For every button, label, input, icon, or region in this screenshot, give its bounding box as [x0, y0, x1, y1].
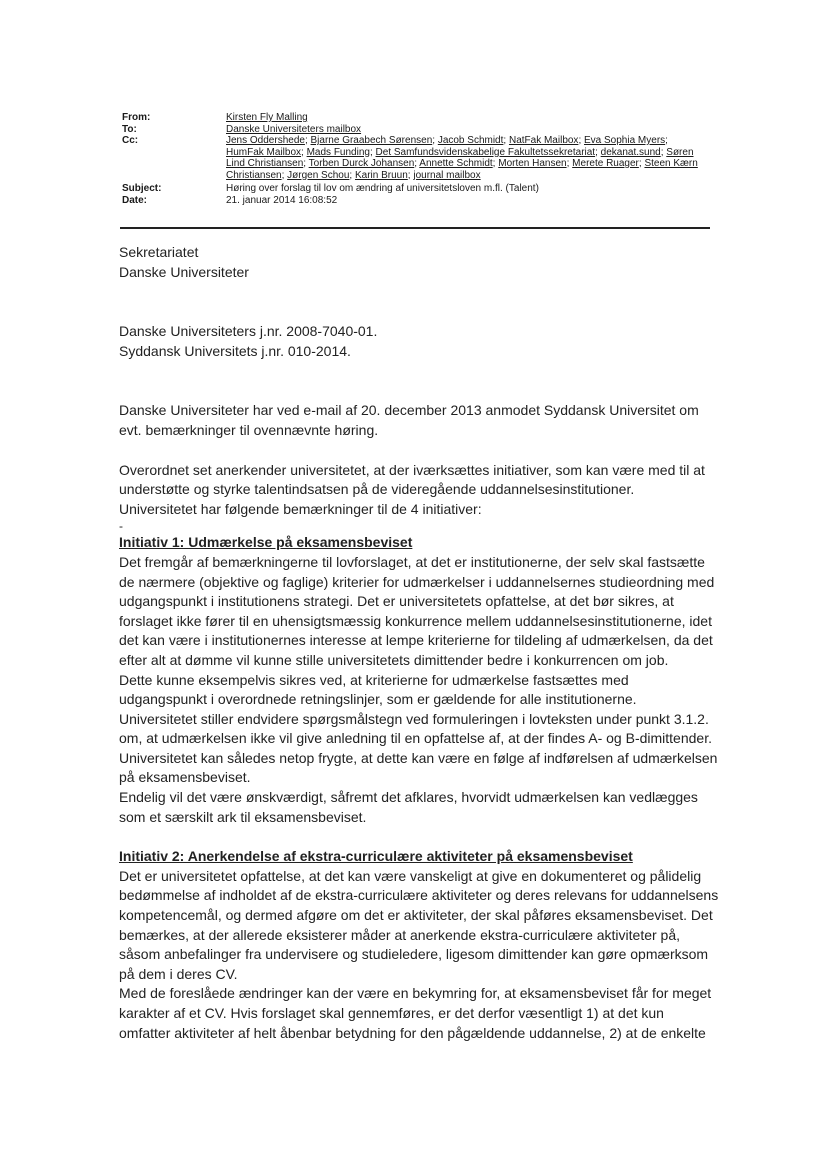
cc-recipient-link[interactable]: Steen Kærn Christiansen [226, 158, 698, 181]
from-row [122, 112, 708, 124]
to-row [122, 124, 708, 136]
cc-recipient-link[interactable]: Karin Bruun [354, 169, 408, 181]
cc-recipient-link[interactable]: Søren Lind Christiansen [226, 146, 694, 169]
email-header [122, 112, 708, 206]
cc-recipient-link[interactable]: Jacob Schmidt [437, 135, 504, 146]
overview-paragraph: Overordnet set anerkender universitetet, at der iværksættes initiativer, som kan være med til at understøtte og styrke talentindsatsen på de videregående uddannelsesinstitutioner. [119, 461, 705, 498]
reference-line: Syddansk Universitets j.nr. 010-2014. [119, 342, 351, 359]
body-paragraph: Endelig vil det være ønskværdigt, såfremt det afklares, hvorvidt udmærkelsen kan vedlægges som et særskilt ark til eksamensbeviset. [119, 789, 698, 825]
cc-recipient-link[interactable]: Morten Hansen [498, 158, 567, 169]
cc-recipient-link[interactable]: Eva Sophia Myers [584, 135, 666, 146]
section-heading-initiativ-2: Initiativ 2: Anerkendelse af ekstra-curriculære aktiviteter på eksamensbeviset [119, 848, 633, 865]
cc-list: Jens Oddershede; Bjarne Graabech Sørensen; Jacob Schmidt; NatFak Mailbox; Eva Sophia Myers; HumFak Mailbox; Mads Funding; Det Samfundsvidenskabelige Fakultetssekretariat; dekanat.sund; Søren Lind Christiansen; Torben Durck Johansen; Annette Schmidt; Morten Hansen; Merete Ruager; Steen Kærn Christiansen; Jørgen Schou; Karin Bruun; journal mailbox [226, 135, 698, 181]
header-divider [120, 227, 710, 229]
overview-paragraph: Universitetet har følgende bemærkninger til de 4 initiativer: [119, 500, 482, 517]
letter-body [119, 243, 719, 1043]
subject-value: Høring over forslag til lov om ændring af universitetsloven m.fl. (Talent) [226, 183, 539, 194]
subject-label: Subject: [122, 183, 162, 194]
cc-recipient-link[interactable]: Det Samfundsvidenskabelige Fakultetssekretariat [375, 146, 596, 158]
date-label: Date: [122, 194, 148, 206]
cc-recipient-link[interactable]: Bjarne Graabech Sørensen [310, 135, 433, 146]
dash-marker: - [119, 519, 123, 534]
cc-recipient-link[interactable]: dekanat.sund [600, 146, 661, 158]
cc-recipient-link[interactable]: Merete Ruager [572, 158, 639, 169]
body-paragraph: Det fremgår af bemærkningerne til lovforslaget, at det er institutionerne, der selv skal fastsætte de nærmere (objektive og faglige) kriterier for udmærkelser i uddannelsernes studieordning med udgangspunkt i institutionens strategi. Det er universitetets opfattelse, at det bør sikres, at forslaget ikke fører til en uhensigtsmæssig konkurrence mellem uddannelsesinstitutionerne, idet det kan være i institutionernes interesse at lempe kriterierne for tildeling af udmærkelsen, da det efter alt at dømme vil kunne stille universitetets dimittender bedre i konkurrencen om job. [119, 553, 715, 668]
subject-row [122, 183, 708, 195]
cc-recipient-link[interactable]: Annette Schmidt [419, 158, 493, 169]
cc-recipient-link[interactable]: NatFak Mailbox [508, 135, 579, 146]
to-link[interactable]: Danske Universiteters mailbox [226, 123, 362, 135]
from-label: From: [122, 112, 151, 123]
cc-recipient-link[interactable]: HumFak Mailbox [226, 146, 302, 158]
cc-recipient-link[interactable]: Torben Durck Johansen [308, 158, 415, 169]
body-paragraph: Med de foreslåede ændringer kan der være en bekymring for, at eksamensbeviset får for meget karakter af et CV. Hvis forslaget skal gennemføres, er det derfor væsentligt 1) at det kun omfatter aktiviteter af helt åbenbar betydning for den pågældende uddannelse, 2) at de enkelte [119, 985, 712, 1041]
recipient-line: Sekretariatet [119, 244, 199, 260]
cc-recipient-link[interactable]: journal mailbox [413, 169, 481, 181]
body-paragraph: Dette kunne eksempelvis sikres ved, at kriterierne for udmærkelse fastsættes med udgangspunkt i overordnede retningslinjer, som er gældende for alle institutionerne. [119, 671, 637, 708]
cc-recipient-link[interactable]: Jens Oddershede [226, 135, 305, 146]
from-link[interactable]: Kirsten Fly Malling [226, 112, 308, 123]
cc-recipient-link[interactable]: Jørgen Schou [287, 169, 350, 181]
date-value: 21. januar 2014 16:08:52 [226, 194, 338, 206]
recipient-line: Danske Universiteter [119, 263, 249, 280]
reference-line: Danske Universiteters j.nr. 2008-7040-01. [119, 323, 378, 340]
cc-recipient-link[interactable]: Mads Funding [306, 146, 370, 158]
cc-row [122, 135, 708, 181]
date-row [122, 195, 708, 207]
to-label: To: [122, 123, 137, 135]
cc-label: Cc: [122, 135, 139, 146]
body-paragraph: Det er universitetet opfattelse, at det kan være vanskeligt at give en dokumenteret og pålidelig bedømmelse af indholdet af de ekstra-curriculære aktiviteter og deres relevans for uddannelsens kompetencemål, og dermed afgøre om det er aktiviteter, der skal påføres eksamensbeviset. Det bemærkes, at der allerede eksisterer måder at anerkende ekstra-curriculære aktiviteter på, såsom anbefalinger fra undervisere og studieledere, ligesom dimittender kan gøre opmærksom på dem i deres CV. [119, 867, 719, 982]
body-paragraph: Universitetet stiller endvidere spørgsmålstegn ved formuleringen i lovteksten under punkt 3.1.2. om, at udmærkelsen ikke vil give anledning til en opfattelse af, at der findes A- og B-dimittender. Universitetet kan således netop frygte, at dette kan være en følge af indførelsen af udmærkelsen på eksamensbeviset. [119, 710, 718, 786]
intro-paragraph: Danske Universiteter har ved e-mail af 20. december 2013 anmodet Syddansk Universitet om evt. bemærkninger til ovennævnte høring. [119, 402, 699, 438]
section-heading-initiativ-1: Initiativ 1: Udmærkelse på eksamensbeviset [119, 534, 413, 551]
